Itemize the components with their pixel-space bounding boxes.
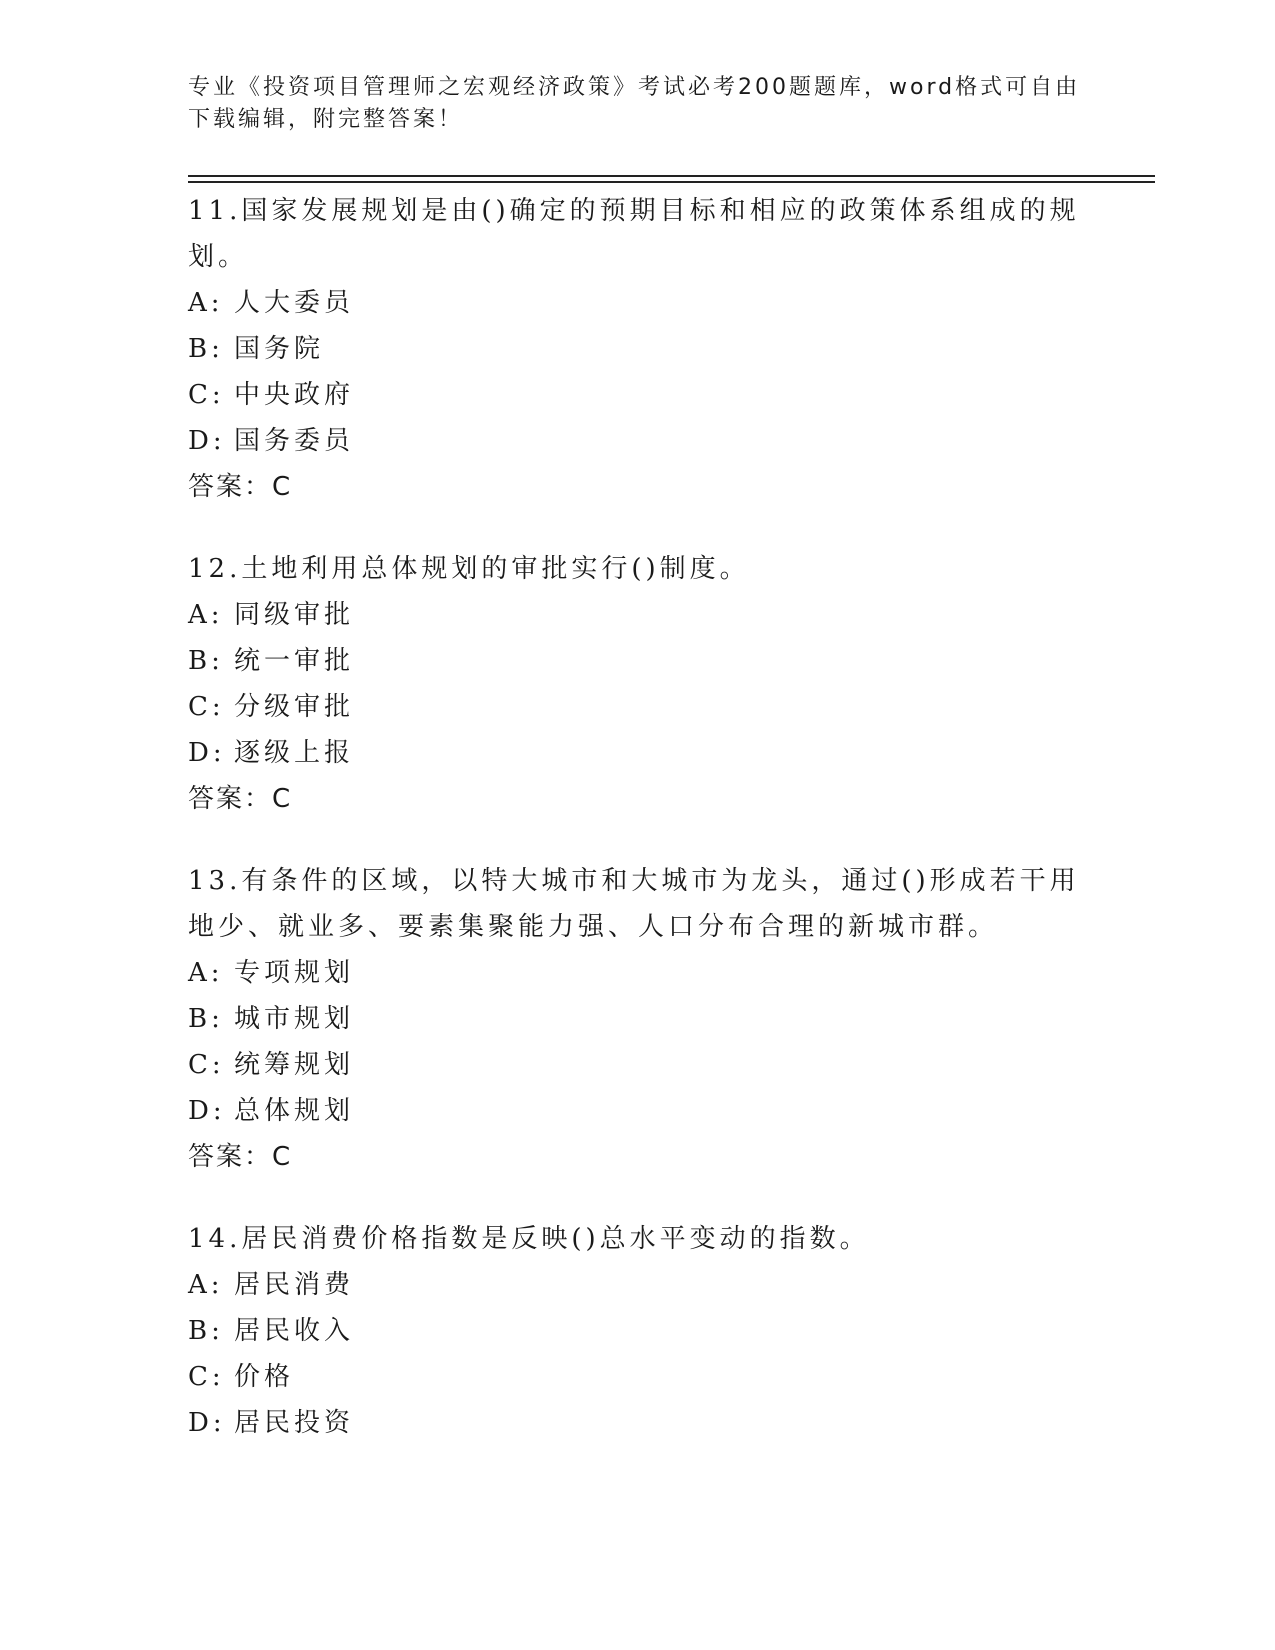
option-text: 居民投资 (234, 1408, 355, 1438)
option-text: 分级审批 (234, 692, 355, 722)
option-a (188, 1262, 1088, 1308)
option-letter: C: (188, 1362, 225, 1392)
option-text: 专项规划 (234, 958, 355, 988)
option-letter: C: (188, 380, 225, 410)
option-letter: D: (188, 1096, 226, 1126)
question-list (188, 188, 1088, 1482)
option-text: 统一审批 (234, 646, 355, 676)
option-letter: D: (188, 1408, 226, 1438)
option-letter: A: (188, 958, 224, 988)
option-c (188, 684, 1088, 730)
header-rule-top (188, 175, 1155, 177)
option-text: 居民消费 (234, 1270, 355, 1300)
header-rule-bottom (188, 181, 1155, 183)
option-c (188, 372, 1088, 418)
option-text: 国务院 (234, 334, 325, 364)
option-text: 中央政府 (234, 380, 355, 410)
option-c (188, 1354, 1088, 1400)
option-d (188, 1400, 1088, 1446)
question-text: 14.居民消费价格指数是反映()总水平变动的指数。 (188, 1224, 870, 1254)
question-13 (188, 858, 1088, 1180)
option-text: 统筹规划 (234, 1050, 355, 1080)
answer-line: 答案：C (188, 472, 293, 502)
option-b (188, 326, 1088, 372)
option-b (188, 638, 1088, 684)
option-letter: A: (188, 600, 224, 630)
option-d (188, 418, 1088, 464)
option-letter: A: (188, 288, 224, 318)
option-text: 价格 (234, 1362, 295, 1392)
option-text: 总体规划 (234, 1096, 355, 1126)
option-letter: A: (188, 1270, 224, 1300)
option-a (188, 592, 1088, 638)
option-a (188, 280, 1088, 326)
option-d (188, 1088, 1088, 1134)
option-d (188, 730, 1088, 776)
option-text: 居民收入 (234, 1316, 355, 1346)
question-12 (188, 546, 1088, 822)
option-b (188, 1308, 1088, 1354)
option-text: 国务委员 (234, 426, 355, 456)
option-letter: B: (188, 334, 224, 364)
question-text: 13.有条件的区域，以特大城市和大城市为龙头，通过()形成若干用地少、就业多、要素集聚能力强、人口分布合理的新城市群。 (188, 866, 1080, 942)
option-text: 城市规划 (234, 1004, 355, 1034)
answer-line: 答案：C (188, 784, 293, 814)
option-letter: B: (188, 1316, 224, 1346)
option-text: 逐级上报 (234, 738, 355, 768)
question-text: 12.土地利用总体规划的审批实行()制度。 (188, 554, 750, 584)
option-letter: B: (188, 646, 224, 676)
option-text: 人大委员 (234, 288, 355, 318)
question-11 (188, 188, 1088, 510)
document-header: 专业《投资项目管理师之宏观经济政策》考试必考200题题库，word格式可自由下载编辑，附完整答案！ (188, 75, 1081, 132)
option-letter: D: (188, 426, 226, 456)
option-letter: B: (188, 1004, 224, 1034)
option-a (188, 950, 1088, 996)
question-14 (188, 1216, 1088, 1446)
option-text: 同级审批 (234, 600, 355, 630)
option-letter: D: (188, 738, 226, 768)
option-b (188, 996, 1088, 1042)
option-c (188, 1042, 1088, 1088)
option-letter: C: (188, 1050, 225, 1080)
option-letter: C: (188, 692, 225, 722)
answer-line: 答案：C (188, 1142, 293, 1172)
question-text: 11.国家发展规划是由()确定的预期目标和相应的政策体系组成的规划。 (188, 196, 1080, 272)
